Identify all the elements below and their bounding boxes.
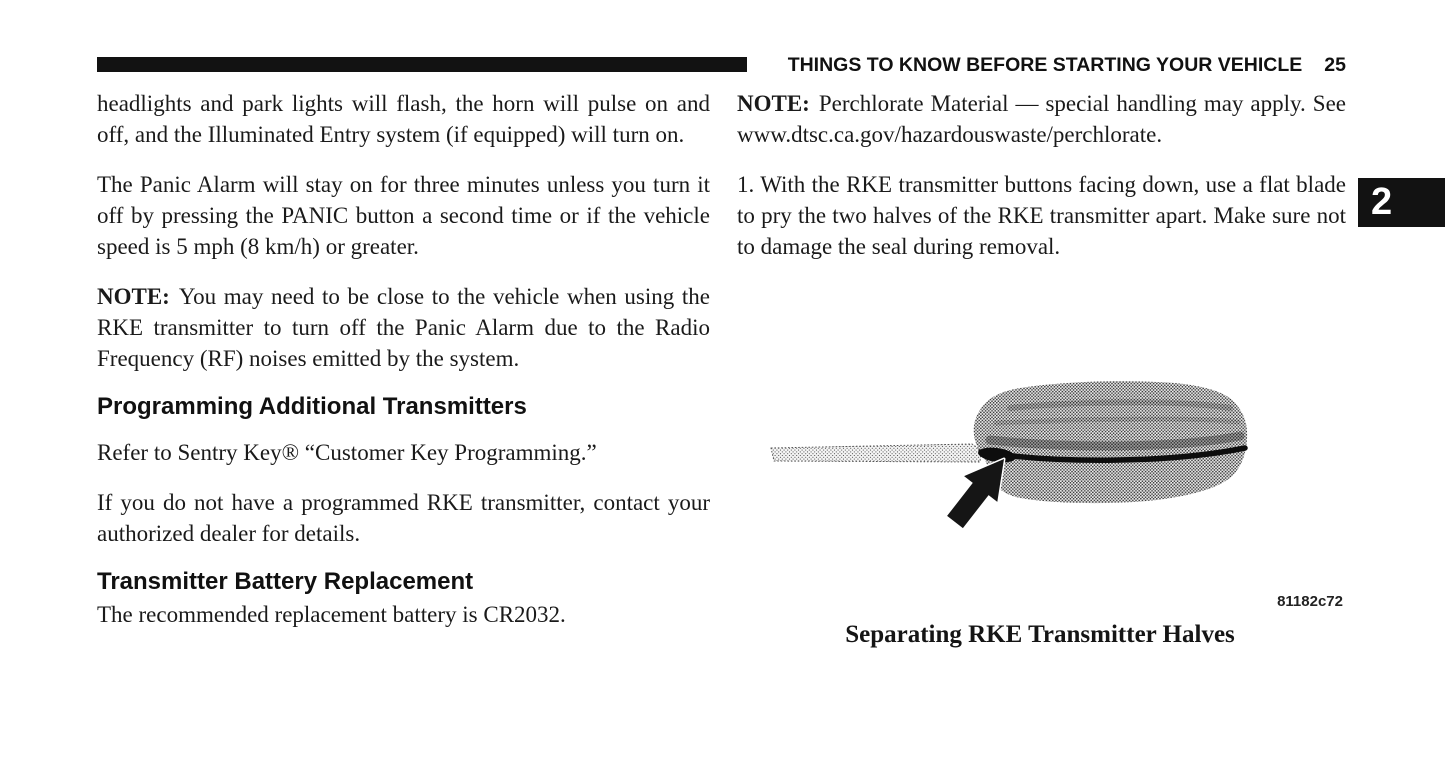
chapter-tab [1358,178,1445,227]
rke-transmitter-illustration [740,370,1300,540]
paragraph-battery: The recommended replacement battery is CR2032. [97,602,566,627]
chapter-tab-number: 2 [1371,181,1393,223]
left-column [97,88,710,649]
arrow-icon [947,459,1004,528]
page-header [788,54,1346,77]
step-1: 1. With the RKE transmitter buttons facing down, use a flat blade to pry the two halves of the RKE transmitter apart. Make sure not to damage the seal during removal. [737,172,1346,259]
figure-caption: Separating RKE Transmitter Halves [845,621,1235,648]
heading-programming-transmitters: Programming Additional Transmitters [97,393,527,420]
paragraph-panic-alarm: The Panic Alarm will stay on for three minutes unless you turn it off by pressing the PANIC button a second time or if the vehicle speed is 5 mph (8 km/h) or greater. [97,172,710,259]
note-paragraph-perchlorate [737,88,1346,150]
flat-blade-shape [771,444,981,462]
paragraph-sentry-key: Refer to Sentry Key® “Customer Key Programming.” [97,440,597,465]
note-text: You may need to be close to the vehicle when using the RKE transmitter to turn off the Panic Alarm due to the Radio Frequency (RF) noises emitted by the system. [97,284,710,371]
note-label: NOTE: [97,284,170,309]
paragraph-alarm-flash: headlights and park lights will flash, the horn will pulse on and off, and the Illuminated Entry system (if equipped) will turn on. [97,91,710,147]
note-paragraph-rke [97,281,710,374]
figure-code: 81182c72 [1277,593,1343,610]
header-title: THINGS TO KNOW BEFORE STARTING YOUR VEHICLE [787,54,1303,76]
paragraph-dealer: If you do not have a programmed RKE transmitter, contact your authorized dealer for details. [97,490,710,546]
note-text: Perchlorate Material — special handling may apply. See www.dtsc.ca.gov/hazardouswaste/perchlorate. [737,91,1346,147]
right-column [737,88,1346,281]
note-label: NOTE: [737,91,810,116]
header-rule [97,57,747,72]
page-number: 25 [1324,54,1346,76]
heading-battery-replacement: Transmitter Battery Replacement [97,568,474,595]
